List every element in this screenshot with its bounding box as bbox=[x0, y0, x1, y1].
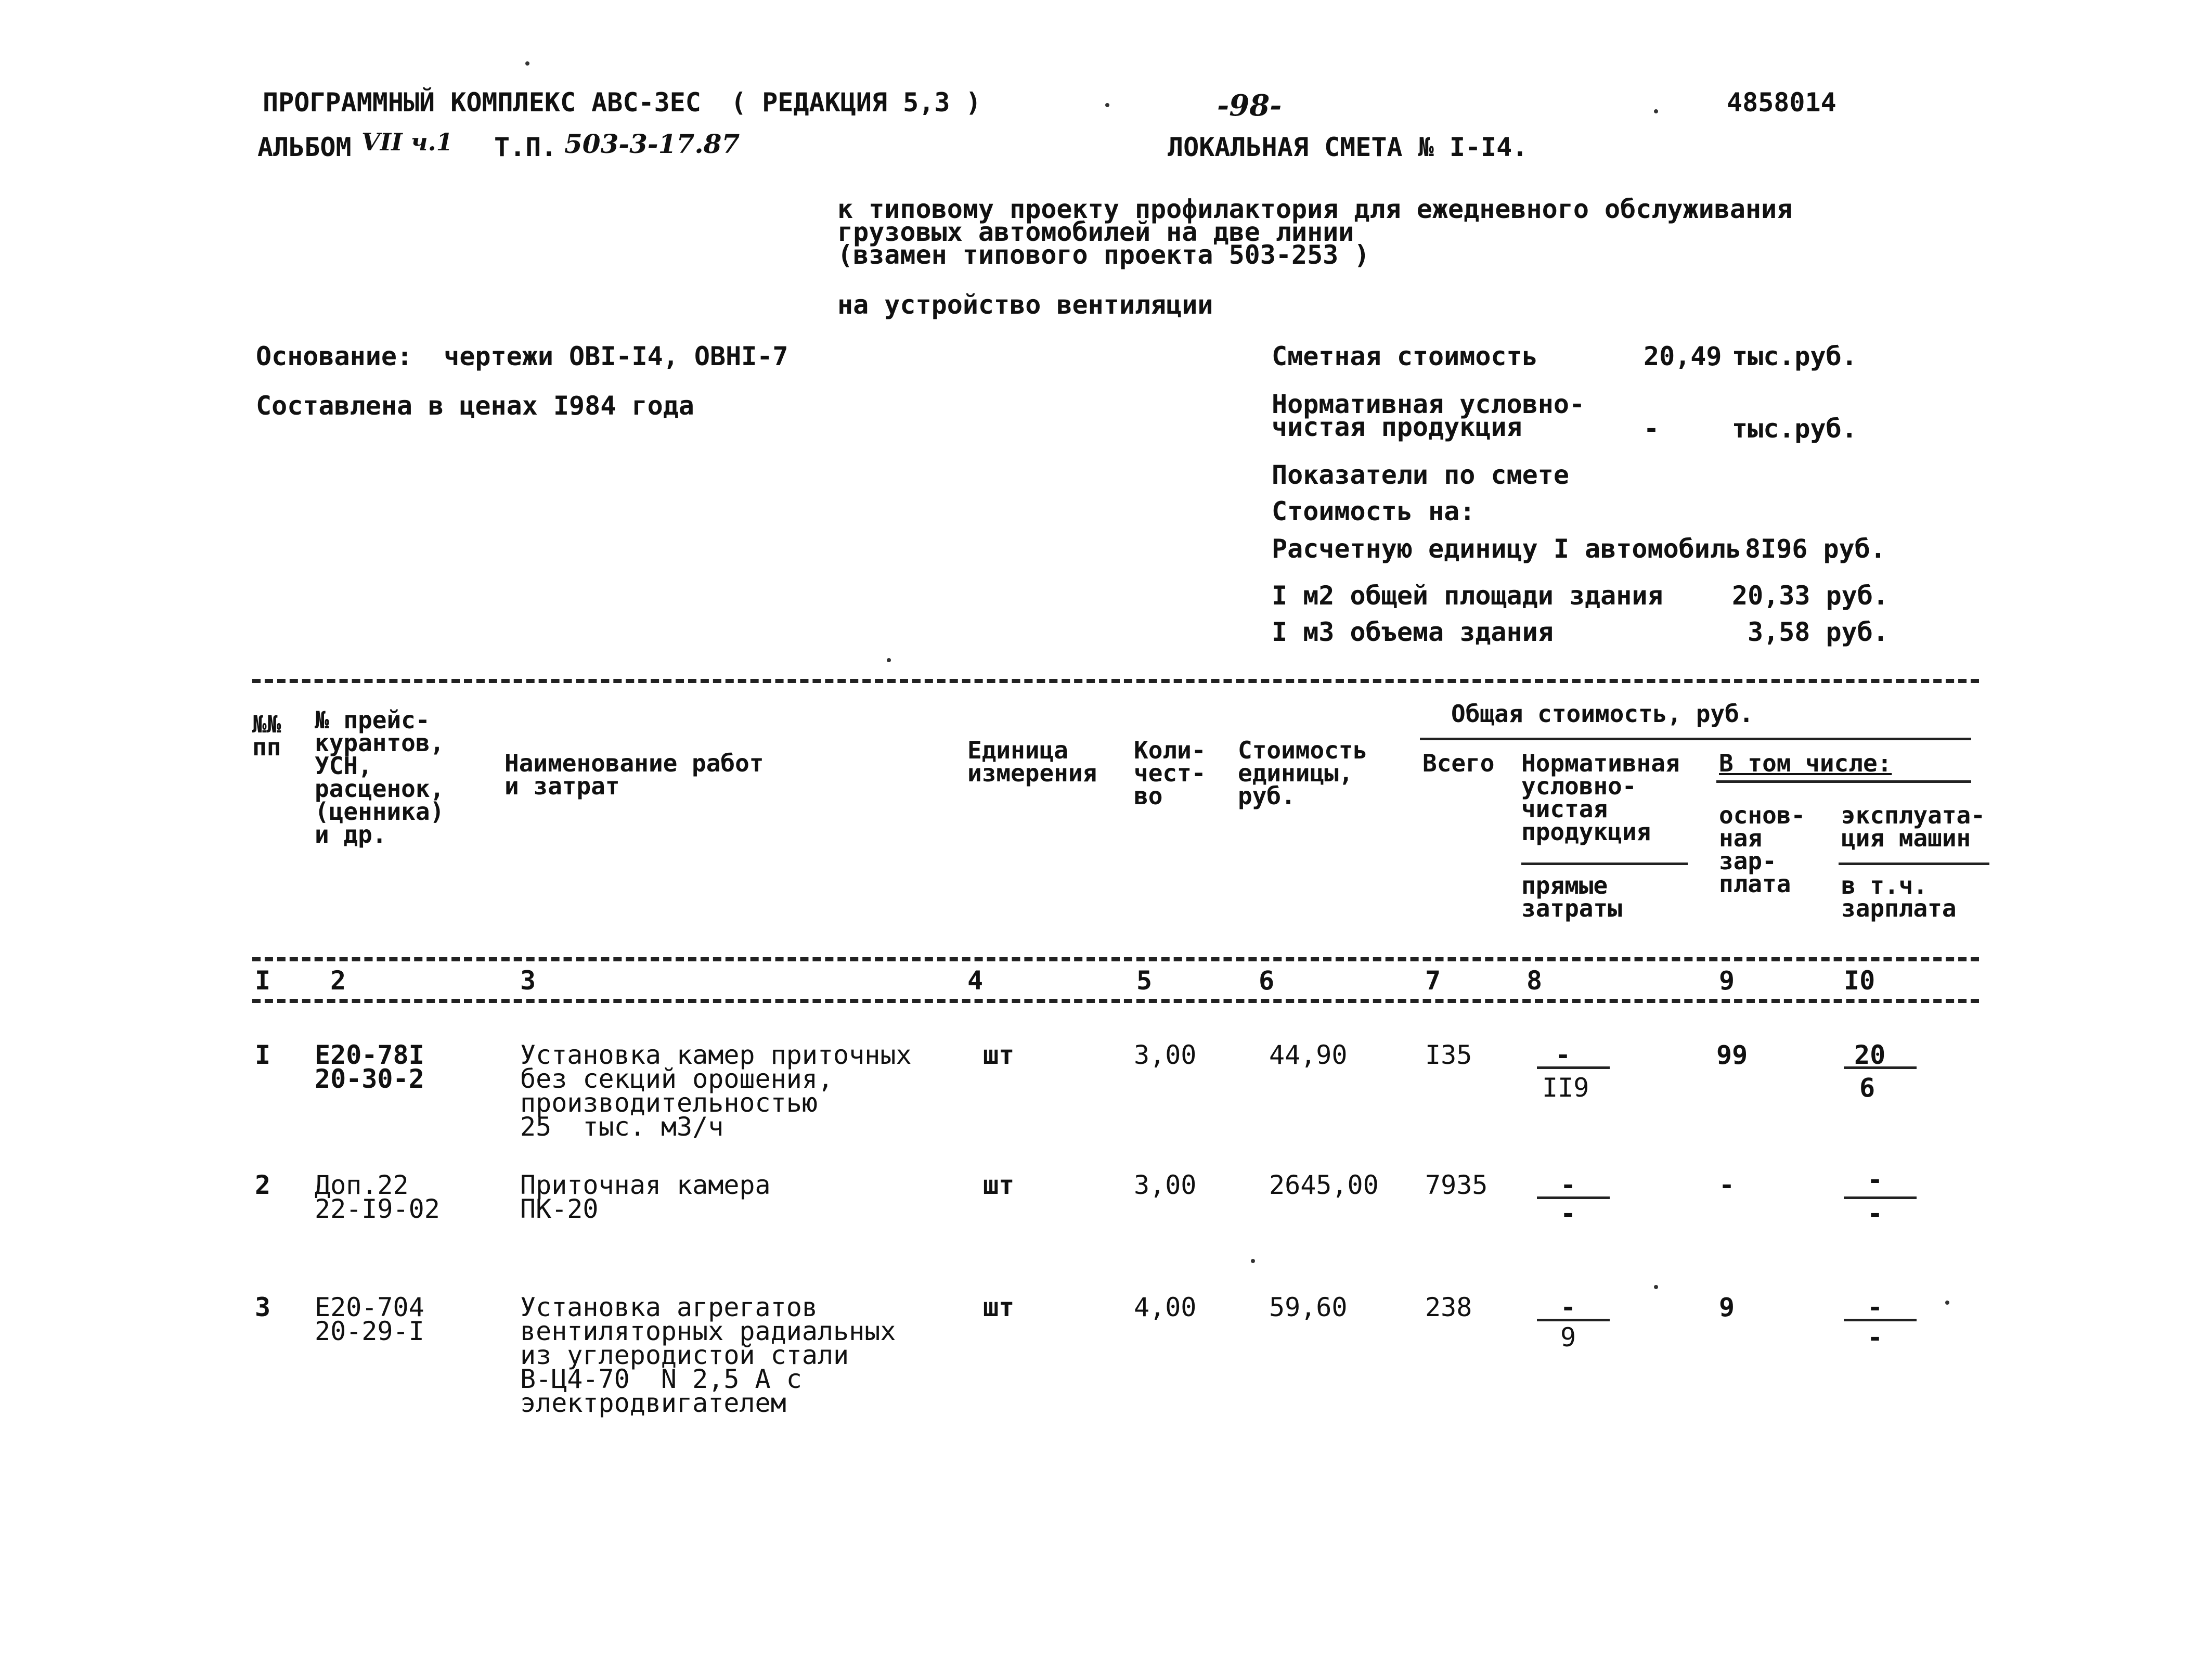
row-price: 59,60 bbox=[1269, 1292, 1348, 1322]
col-number-10: I0 bbox=[1844, 966, 1875, 996]
col-header-machine-wage: в т.ч. зарплата bbox=[1841, 871, 1957, 922]
col-header-direct-costs: прямые затраты bbox=[1521, 871, 1622, 922]
scan-speck bbox=[887, 658, 891, 662]
row-qty: 3,00 bbox=[1134, 1040, 1197, 1070]
row-code: Е20-78I 20-30-2 bbox=[315, 1040, 424, 1094]
row-code: Е20-704 20-29-I bbox=[315, 1292, 424, 1346]
row-number: 3 bbox=[255, 1292, 271, 1322]
scan-speck bbox=[1654, 1285, 1658, 1289]
col-number-9: 9 bbox=[1719, 966, 1735, 996]
col-header-price: Стоимость единицы, руб. bbox=[1238, 736, 1368, 810]
col-number-1: I bbox=[255, 966, 271, 996]
row-norm-fraction bbox=[1537, 1319, 1610, 1321]
col-header-base-wage: основ- ная зар- плата bbox=[1719, 801, 1806, 898]
col-header-total: Всего bbox=[1422, 749, 1495, 777]
row-norm-bottom: 9 bbox=[1560, 1322, 1576, 1353]
table-top-rule bbox=[252, 679, 1979, 683]
row-price: 2645,00 bbox=[1269, 1170, 1379, 1200]
edition-label: ( РЕДАКЦИЯ 5,3 ) bbox=[731, 87, 981, 118]
norm-product-label-2: чистая продукция bbox=[1272, 412, 1522, 442]
col-header-name: Наименование работ и затрат bbox=[505, 749, 764, 800]
row-total: 7935 bbox=[1425, 1170, 1488, 1200]
row-mach-top: - bbox=[1867, 1165, 1883, 1195]
row-wage: 99 bbox=[1716, 1040, 1748, 1070]
row-mach-fraction bbox=[1844, 1319, 1917, 1321]
col-number-6: 6 bbox=[1259, 966, 1275, 996]
album-label: АЛЬБОМ bbox=[257, 132, 352, 162]
per-unit-label: Расчетную единицу I автомобиль bbox=[1272, 534, 1742, 564]
header-bottom-rule bbox=[252, 957, 1979, 961]
col-number-2: 2 bbox=[330, 966, 346, 996]
col-header-unit: Единица измерения bbox=[967, 736, 1097, 787]
tp-label: Т.П. bbox=[494, 132, 557, 162]
per-m3-value: 3,58 руб. bbox=[1748, 617, 1888, 647]
row-unit: шт bbox=[983, 1170, 1015, 1200]
row-norm-bottom: II9 bbox=[1542, 1073, 1589, 1103]
scan-speck bbox=[1251, 1259, 1255, 1263]
estimate-title: ЛОКАЛЬНАЯ СМЕТА № I-I4. bbox=[1168, 132, 1528, 162]
total-group-rule bbox=[1420, 738, 1971, 740]
estimated-cost-label: Сметная стоимость bbox=[1272, 341, 1538, 371]
col-header-norm-product: Нормативная условно- чистая продукция bbox=[1521, 749, 1680, 846]
row-unit: шт bbox=[983, 1040, 1015, 1070]
per-m2-value: 20,33 руб. bbox=[1732, 581, 1889, 611]
program-name: ПРОГРАММНЫЙ КОМПЛЕКС АВС-ЗЕС bbox=[263, 87, 701, 118]
subtitle-line-1: к типовому проекту профилактория для ежедневного обслуживания bbox=[837, 194, 1793, 224]
col-header-total-group: Общая стоимость, руб. bbox=[1451, 700, 1754, 728]
row-qty: 4,00 bbox=[1134, 1292, 1197, 1322]
col-header-qty: Коли- чест- во bbox=[1134, 736, 1206, 810]
price-year: Составлена в ценах I984 года bbox=[256, 391, 694, 421]
col-header-num: №№ пп bbox=[252, 710, 281, 761]
estimated-cost-value: 20,49 bbox=[1644, 341, 1722, 371]
scan-speck bbox=[1654, 109, 1658, 113]
col-number-4: 4 bbox=[967, 966, 984, 996]
row-norm-top: - bbox=[1560, 1292, 1576, 1322]
scan-speck bbox=[525, 61, 529, 66]
row-norm-bottom: - bbox=[1560, 1199, 1576, 1229]
page-number: -98- bbox=[1217, 88, 1282, 123]
row-price: 44,90 bbox=[1269, 1040, 1348, 1070]
col-header-machine-use: эксплуата- ция машин bbox=[1841, 801, 1985, 852]
document-code: 4858014 bbox=[1727, 87, 1836, 118]
col-header-incl-group: В том числе: bbox=[1719, 749, 1892, 777]
estimated-cost-unit: тыс.руб. bbox=[1732, 341, 1857, 371]
row-unit: шт bbox=[983, 1292, 1015, 1322]
subtitle-line-2: грузовых автомобилей на две линии bbox=[837, 217, 1354, 247]
row-name: Установка камер приточных без секций орошения, производительностью 25 тыс. м3/ч bbox=[520, 1040, 912, 1142]
col-numbers-rule bbox=[252, 999, 1979, 1003]
tp-number: 503-3-17.87 bbox=[564, 128, 740, 159]
scan-speck bbox=[1105, 103, 1109, 107]
row-qty: 3,00 bbox=[1134, 1170, 1197, 1200]
norm-product-rule bbox=[1521, 863, 1688, 865]
row-norm-top: - bbox=[1560, 1170, 1576, 1200]
col-number-3: 3 bbox=[520, 966, 536, 996]
row-total: I35 bbox=[1425, 1040, 1472, 1070]
row-name: Установка агрегатов вентиляторных радиальных из углеродистой стали В-Ц4-70 N 2,5 А с электродвигателем bbox=[520, 1292, 896, 1418]
per-m2-label: I м2 общей площади здания bbox=[1272, 581, 1663, 611]
per-unit-value: 8I96 руб. bbox=[1745, 534, 1886, 564]
album-number: VII ч.1 bbox=[361, 128, 453, 156]
row-norm-top: - bbox=[1555, 1040, 1571, 1070]
row-wage: - bbox=[1719, 1170, 1735, 1200]
row-mach-bottom: - bbox=[1867, 1199, 1883, 1229]
basis-drawings: Основание: чертежи OBI-I4, OBHI-7 bbox=[256, 341, 788, 371]
subtitle-line-3: (взамен типового проекта 503-253 ) bbox=[837, 240, 1370, 270]
incl-group-rule bbox=[1716, 780, 1971, 783]
norm-product-label-1: Нормативная условно- bbox=[1272, 389, 1585, 419]
norm-product-value: - bbox=[1644, 414, 1660, 444]
row-norm-fraction bbox=[1537, 1066, 1610, 1069]
norm-product-unit: тыс.руб. bbox=[1732, 414, 1857, 444]
col-number-8: 8 bbox=[1527, 966, 1543, 996]
subtitle-line-4: на устройство вентиляции bbox=[837, 290, 1213, 320]
col-header-code: № прейс- курантов, УСН, расценок, (ценника) и др. bbox=[315, 706, 445, 848]
row-mach-top: - bbox=[1867, 1292, 1883, 1322]
col-number-5: 5 bbox=[1136, 966, 1153, 996]
scan-speck bbox=[1945, 1301, 1949, 1305]
row-code: Доп.22 22-I9-02 bbox=[315, 1170, 440, 1224]
row-name: Приточная камера ПК-20 bbox=[520, 1170, 771, 1224]
per-m3-label: I м3 объема здания bbox=[1272, 617, 1554, 647]
row-wage: 9 bbox=[1719, 1292, 1735, 1322]
row-total: 238 bbox=[1425, 1292, 1472, 1322]
row-mach-bottom: 6 bbox=[1859, 1073, 1875, 1103]
col-number-7: 7 bbox=[1425, 966, 1441, 996]
row-mach-top: 20 bbox=[1854, 1040, 1886, 1070]
row-mach-fraction bbox=[1844, 1066, 1917, 1069]
row-number: 2 bbox=[255, 1170, 271, 1200]
machine-use-rule bbox=[1839, 863, 1989, 865]
indicators-heading: Показатели по смете bbox=[1272, 460, 1569, 490]
row-mach-bottom: - bbox=[1867, 1322, 1883, 1353]
cost-for-label: Стоимость на: bbox=[1272, 496, 1476, 526]
row-number: I bbox=[255, 1040, 271, 1070]
